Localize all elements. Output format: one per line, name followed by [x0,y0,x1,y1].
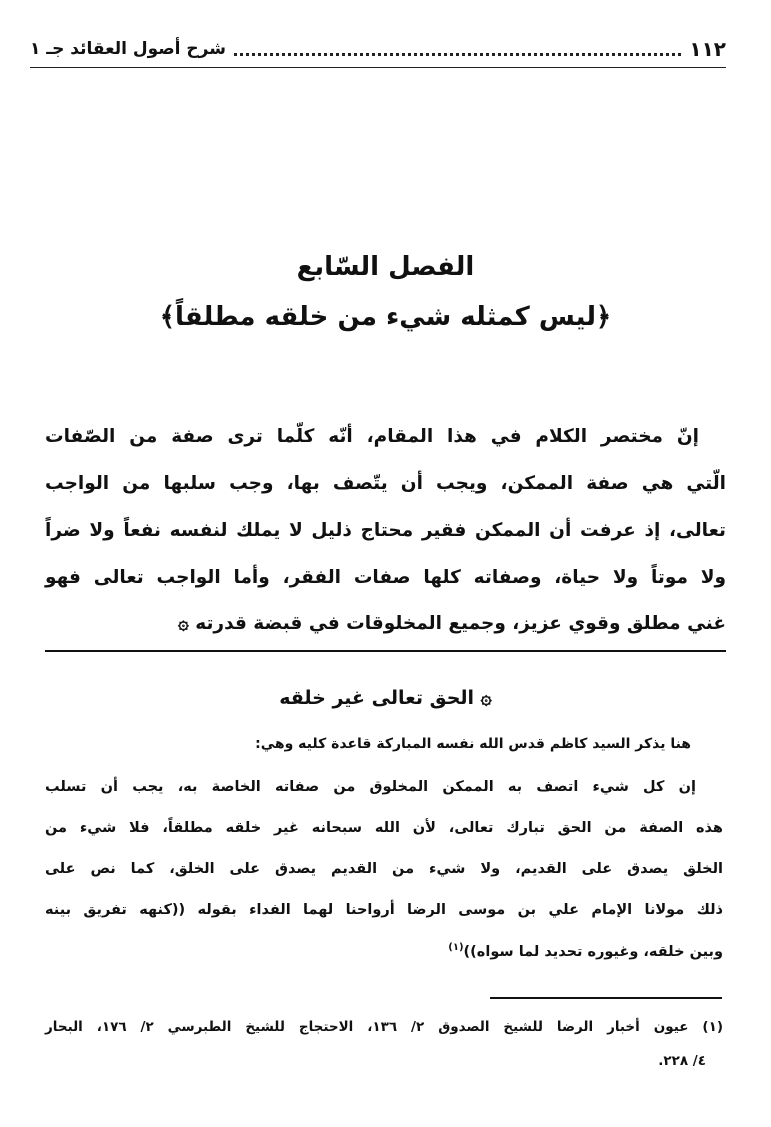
footnote-line: ٤/ ٢٢٨. [658,1053,706,1069]
header-rule [30,67,726,68]
paragraph-line: إن كل شيء اتصف به الممكن المخلوق من صفاته الخاصة به، يجب أن تسلب [45,779,696,795]
paragraph-line: إنّ مختصر الكلام في هذا المقام، أنّه كلّما ترى صفة من الصّفات [45,426,699,447]
paragraph-line: غني مطلق وقوي عزيز، وجميع المخلوقات في قبضة قدرته ۞ [177,613,726,634]
chapter-title: ﴿ليس كمثله شيء من خلقه مطلقاً﴾ [159,302,612,332]
chapter-number: الفصل السّابع [296,252,475,282]
paragraph-line [45,941,723,962]
paragraph-line: ولا موتاً ولا حياة، وصفاته كلها صفات الفقر، وأما الواجب تعالى فهو [45,567,726,588]
section-intro: هنا يذكر السيد كاظم قدس الله نفسه المباركة قاعدة كليه وهي: [255,736,691,752]
footnote-line: (١) عيون أخبار الرضا للشيخ الصدوق ٢/ ١٣٦، الاحتجاج للشيخ الطبرسي ٢/ ١٧٦، البحار [45,1019,724,1035]
running-header [30,34,726,64]
paragraph-text: وبين خلقه، وغيوره تحديد لما سواه)) [463,943,723,960]
section-divider [45,650,726,652]
paragraph-line: تعالى، إذ عرفت أن الممكن فقير محتاج ذليل لا يملك لنفسه نفعاً ولا ضراً [45,520,726,541]
section-heading: ۞ الحق تعالى غير خلقه [279,687,492,709]
footnote-rule [490,997,722,999]
paragraph-line: هذه الصفة من الحق تبارك تعالى، لأن الله سبحانه غير خلقه مطلقاً، فلا شيء من [45,820,723,836]
paragraph-line: ذلك مولانا الإمام علي بن موسى الرضا أرواحنا لهما الفداء بقوله ((كنهه تفريق بينه [45,902,723,918]
leader-dots [234,53,681,56]
book-title: شرح أصول العقائد جـ ١ [30,39,226,59]
paragraph-line: الخلق يصدق على القديم، ولا شيء من القديم يصدق على الخلق، كما نص على [45,861,723,877]
paragraph-line: الّتي هي صفة الممكن، ويجب أن يتّصف بها، وجب سلبها من الواجب [45,473,726,494]
page-number: ١١٢ [689,37,726,61]
footnote-reference: (١) [448,942,464,953]
